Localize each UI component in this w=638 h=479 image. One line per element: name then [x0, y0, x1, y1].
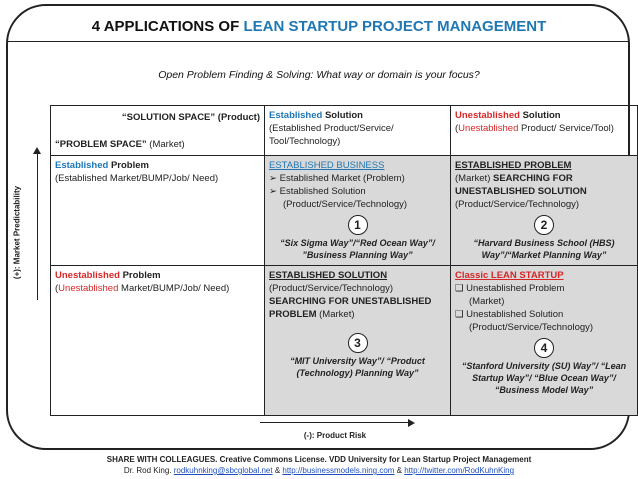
x-axis-label: (-): Product Risk — [303, 431, 367, 440]
title-highlight: LEAN STARTUP PROJECT MANAGEMENT — [243, 18, 547, 35]
header-unestablished-solution: Unestablished Solution (Unestablished Product/ Service/Tool) — [451, 106, 638, 156]
quadrant-3: ESTABLISHED SOLUTION (Product/Service/Technology) SEARCHING FOR UNESTABLISHED PROBLEM (Market) 3 “MIT University Way”/ “Product (Technology) Planning Way” — [265, 266, 451, 416]
page-title — [0, 18, 638, 35]
y-axis-label: (+): Market Predictability — [12, 185, 22, 280]
quadrant-2: ESTABLISHED PROBLEM (Market) SEARCHING FOR UNESTABLISHED SOLUTION (Product/Service/Technology) 2 “Harvard Business School (HBS) Way”/“Market Planning Way” — [451, 156, 638, 266]
q3-way: “MIT University Way”/ “Product (Technology) Planning Way” — [290, 356, 425, 378]
header-established-solution: Established Solution (Established Product/Service/ Tool/Technology) — [265, 106, 451, 156]
quadrant-4: Classic LEAN STARTUP ❑ Unestablished Problem (Market) ❑ Unestablished Solution (Product/Service/Technology) 4 “Stanford University (SU) Way”/ “Lean Startup Way”/ “Blue Ocean Way”/ “Business Model Way” — [451, 266, 638, 416]
header-corner-cell — [51, 106, 265, 156]
q4-way: “Stanford University (SU) Way”/ “Lean Startup Way”/ “Blue Ocean Way”/ “Business Model Way” — [461, 361, 627, 395]
y-axis-arrow — [30, 150, 44, 300]
ning-link[interactable]: http://businessmodels.ning.com — [282, 466, 395, 475]
email-link[interactable]: rodkuhnking@sbcglobal.net — [173, 466, 273, 475]
number-circle-2: 2 — [534, 215, 554, 235]
q1-way: “Six Sigma Way”/“Red Ocean Way”/ ”Business Planning Way” — [280, 238, 435, 260]
q1-heading: ESTABLISHED BUSINESS — [269, 160, 385, 171]
title-prefix: 4 APPLICATIONS OF — [91, 18, 244, 35]
solution-space-label: “SOLUTION SPACE” (Product) — [121, 112, 260, 123]
subtitle: Open Problem Finding & Solving: What way or domain is your focus? — [158, 69, 480, 81]
right-arrow-icon — [408, 419, 415, 427]
q2-way: “Harvard Business School (HBS) Way”/“Market Planning Way” — [473, 238, 615, 260]
footer-license: SHARE WITH COLLEAGUES. Creative Commons License. VDD University for Lean Startup Project Management — [106, 455, 532, 464]
quadrant-1: ESTABLISHED BUSINESS ➢ Established Market (Problem) ➢ Established Solution (Product/Service/Technology) 1 “Six Sigma Way”/“Red Ocean Way”/ ”Business Planning Way” — [265, 156, 451, 266]
row-established-problem: Established Problem (Established Market/BUMP/Job/ Need) — [51, 156, 265, 266]
q2-heading: ESTABLISHED PROBLEM — [455, 160, 572, 171]
matrix-table — [50, 105, 638, 416]
number-circle-1: 1 — [348, 215, 368, 235]
twitter-link[interactable]: http://twitter.com/RodKuhnKing — [404, 466, 515, 475]
row-unestablished-problem: Unestablished Problem (Unestablished Market/BUMP/Job/ Need) — [51, 266, 265, 416]
number-circle-4: 4 — [534, 338, 554, 358]
title-divider — [7, 41, 629, 42]
footer-credits: Dr. Rod King. rodkuhnking@sbcglobal.net & http://businessmodels.ning.com & http://twitter.com/RodKuhnKing — [123, 466, 515, 475]
q4-heading: Classic LEAN STARTUP — [455, 270, 564, 281]
problem-space-label: “PROBLEM SPACE” (Market) — [55, 139, 185, 150]
x-axis-arrow — [260, 418, 410, 426]
up-arrow-icon — [33, 147, 41, 154]
q3-heading: ESTABLISHED SOLUTION — [269, 270, 388, 281]
number-circle-3: 3 — [348, 333, 368, 353]
